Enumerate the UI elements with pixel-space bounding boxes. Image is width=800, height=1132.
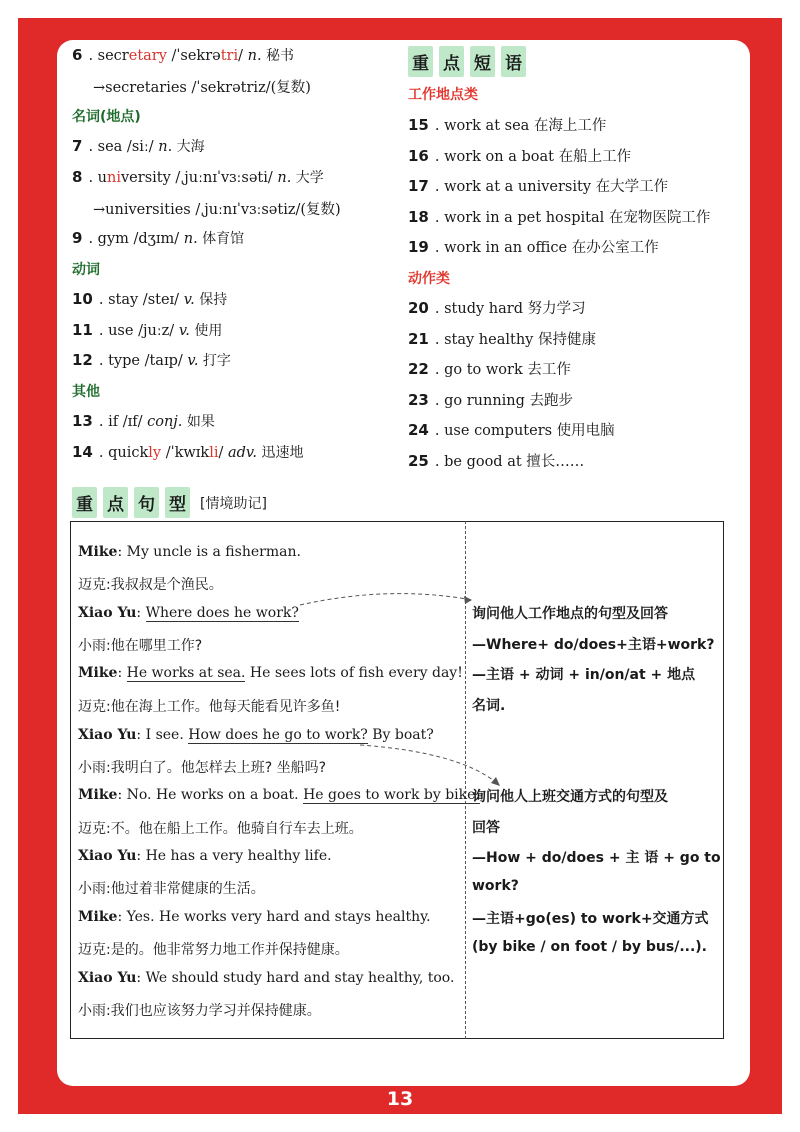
- dialogue-line-4-zh: 小雨:我明白了。他怎样去上班? 坐船吗?: [78, 760, 327, 776]
- dialogue-line-1-zh: 迈克:我叔叔是个渔民。: [78, 577, 223, 593]
- phrase-item-20: 20 . study hard 努力学习: [408, 299, 586, 317]
- phrase-item-16: 16 . work on a boat 在船上工作: [408, 147, 632, 165]
- phrase-item-15: 15 . work at sea 在海上工作: [408, 116, 607, 134]
- vocab-item-9: 9 . gym /dʒɪm/ n. 体育馆: [72, 229, 245, 247]
- arrow-where-does-he-work: [300, 594, 472, 605]
- note-1-line-3: 名词.: [472, 698, 506, 714]
- category-work-place: 工作地点类: [408, 87, 478, 103]
- category-action: 动作类: [408, 271, 450, 287]
- arrow-how-does-he-go-to-work: [360, 745, 498, 784]
- note-2-line-2: work?: [472, 878, 519, 894]
- arrowhead-1: [464, 596, 472, 604]
- vocab-item-14: 14 . quickly /ˈkwɪkli/ adv. 迅速地: [72, 443, 304, 461]
- phrase-item-19: 19 . work in an office 在办公室工作: [408, 238, 659, 256]
- dialogue-line-5: Mike: No. He works on a boat. He goes to work by bike.: [78, 787, 480, 803]
- category-verb: 动词: [72, 262, 100, 278]
- vocab-item-13: 13 . if /ɪf/ conj. 如果: [72, 412, 215, 430]
- note-2-title-a: 询问他人上班交通方式的句型及: [472, 789, 668, 805]
- phrase-item-22: 22 . go to work 去工作: [408, 360, 571, 378]
- note-1-line-1: —Where+ do/does+主语+work?: [472, 637, 715, 653]
- vocab-item-8-plural: →universities /ˌjuːnɪˈvɜːsətiz/(复数): [93, 202, 341, 218]
- vocab-item-7: 7 . sea /siː/ n. 大海: [72, 137, 205, 155]
- note-1-title: 询问他人工作地点的句型及回答: [472, 606, 668, 622]
- vocab-item-6: 6 . secretary /ˈsekrətri/ n. 秘书: [72, 46, 295, 64]
- phrase-item-18: 18 . work in a pet hospital 在宠物医院工作: [408, 208, 711, 226]
- dialogue-line-6-zh: 小雨:他过着非常健康的生活。: [78, 881, 265, 897]
- vocab-item-8: 8 . university /ˌjuːnɪˈvɜːsəti/ n. 大学: [72, 168, 324, 186]
- note-1-line-2: —主语 + 动词 + in/on/at + 地点: [472, 667, 696, 683]
- dialogue-line-2: Xiao Yu: Where does he work?: [78, 605, 299, 621]
- vocab-item-12: 12 . type /taɪp/ v. 打字: [72, 351, 231, 369]
- note-2-line-3: —主语+go(es) to work+交通方式: [472, 911, 709, 927]
- key-sentences-title: 重 点 句 型 [情境助记]: [72, 487, 267, 518]
- category-other: 其他: [72, 384, 100, 400]
- page-number: 13: [386, 1088, 414, 1110]
- vocab-item-11: 11 . use /juːz/ v. 使用: [72, 321, 223, 339]
- vocab-item-6-plural: →secretaries /ˈsekrətriz/(复数): [93, 80, 311, 96]
- phrase-item-24: 24 . use computers 使用电脑: [408, 421, 615, 439]
- dialogue-line-8-zh: 小雨:我们也应该努力学习并保持健康。: [78, 1003, 321, 1019]
- note-2-line-1: —How + do/does + 主 语 + go to: [472, 850, 721, 866]
- dialogue-line-4: Xiao Yu: I see. How does he go to work? By boat?: [78, 727, 434, 743]
- dialogue-line-1: Mike: My uncle is a fisherman.: [78, 544, 301, 560]
- phrase-item-25: 25 . be good at 擅长……: [408, 452, 585, 470]
- dialogue-line-3: Mike: He works at sea. He sees lots of fish every day!: [78, 665, 463, 681]
- vocab-item-10: 10 . stay /steɪ/ v. 保持: [72, 290, 228, 308]
- dialogue-line-2-zh: 小雨:他在哪里工作?: [78, 638, 203, 654]
- dialogue-line-6: Xiao Yu: He has a very healthy life.: [78, 848, 332, 864]
- phrase-item-17: 17 . work at a university 在大学工作: [408, 177, 669, 195]
- phrase-item-21: 21 . stay healthy 保持健康: [408, 330, 596, 348]
- dialogue-line-5-zh: 迈克:不。他在船上工作。他骑自行车去上班。: [78, 821, 363, 837]
- dialogue-line-7-zh: 迈克:是的。他非常努力地工作并保持健康。: [78, 942, 349, 958]
- category-noun-place: 名词(地点): [72, 109, 141, 125]
- dialogue-line-7: Mike: Yes. He works very hard and stays healthy.: [78, 909, 431, 925]
- dialogue-line-8: Xiao Yu: We should study hard and stay healthy, too.: [78, 970, 455, 986]
- arrowhead-2: [491, 777, 500, 786]
- note-2-title-b: 回答: [472, 820, 500, 836]
- phrase-item-23: 23 . go running 去跑步: [408, 391, 574, 409]
- note-2-line-4: (by bike / on foot / by bus/...).: [472, 939, 707, 955]
- dialogue-line-3-zh: 迈克:他在海上工作。他每天能看见许多鱼!: [78, 699, 341, 715]
- key-phrases-title: 重 点 短 语: [408, 46, 532, 77]
